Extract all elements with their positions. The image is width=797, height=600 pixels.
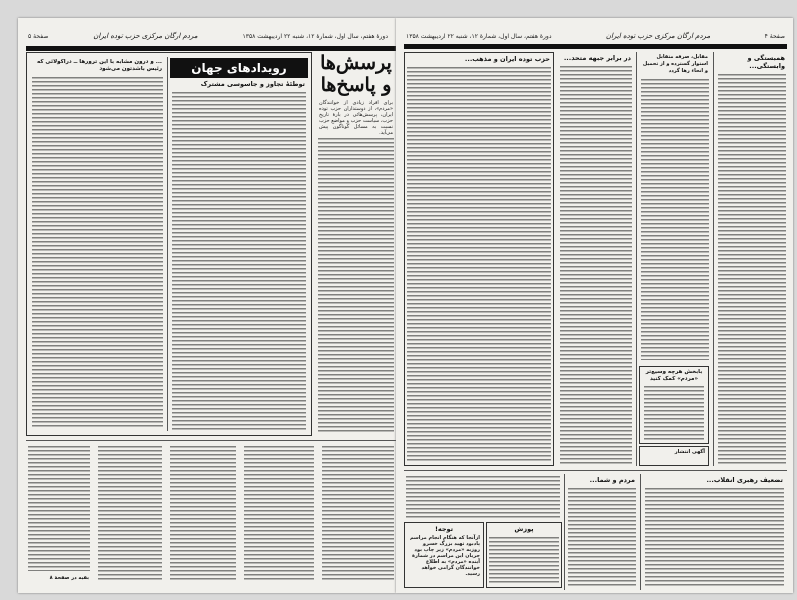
body-text (170, 446, 236, 582)
notice-box (639, 446, 709, 466)
qa-title-line2: و پاسخ‌ها (320, 74, 392, 96)
divider (404, 470, 787, 471)
body-text (406, 476, 560, 518)
apology-title: پوزش (514, 525, 534, 533)
qa-title-line1: پرسش‌ها (320, 52, 392, 74)
article-head: مردم و شما... (589, 476, 635, 484)
column-divider (713, 52, 714, 466)
article-head: مقابل، صرفه متقابل استوار گسترده و از تحمیل و انحاء رها گردد (642, 54, 708, 74)
masthead-logo: مردم ارگان مرکزی حزب توده ایران (605, 32, 711, 40)
body-text (322, 446, 394, 582)
bottom-column (242, 444, 316, 584)
page-number: صفحهٔ ۴ (764, 32, 785, 40)
column-divider (167, 57, 168, 431)
body-text (318, 138, 394, 434)
page-number: صفحهٔ ۵ (28, 32, 49, 40)
article-united-front (558, 52, 634, 466)
body-text (407, 67, 551, 463)
issue-line: دورهٔ هفتم، سال اول، شمارهٔ ۱۲، شنبه ۲۲ اردیبهشت ۱۳۵۸ (406, 32, 552, 40)
notice-title: آگهی انتشار (674, 449, 705, 455)
header-rule (404, 44, 787, 49)
issue-line: دورهٔ هفتم، سال اول، شمارهٔ ۱۲، شنبه ۲۲ اردیبهشت ۱۳۵۸ (242, 32, 388, 40)
apology-box (486, 522, 562, 588)
column-divider (640, 474, 641, 590)
body-text (718, 74, 786, 464)
body-text (172, 92, 306, 430)
promo-box (639, 366, 709, 444)
divider (26, 440, 396, 441)
page-header (406, 29, 785, 43)
article-head: در برابر جبهه متحد... (563, 54, 631, 62)
body-text (568, 488, 636, 588)
qa-lead: برای افراد زیادی از خوانندگان «مردم»، از دوستداران حزب توده ایران، پرسش‌هائی در بارهٔ تاریخ حزب، سیاست حزب و مواضع حزب نسبت به مسائل گوناگون پیش می‌آید. (319, 100, 393, 136)
world-events-column-left (30, 57, 165, 431)
body-text (641, 79, 709, 360)
continued-label: بقیه در صفحهٔ ۸ (49, 575, 89, 581)
world-events-box (26, 52, 312, 436)
column-divider (636, 52, 637, 466)
body-text (98, 446, 162, 582)
body-text (560, 66, 632, 464)
article-mutual-benefit (639, 52, 711, 362)
article-party-and-religion (404, 52, 554, 466)
column-divider (564, 474, 565, 590)
body-text (244, 446, 314, 582)
article-head: همبستگی و وابستگی... (747, 54, 785, 70)
qa-column (316, 52, 396, 436)
header-rule (26, 46, 396, 51)
article-head: حزب توده ایران و مذهب... (464, 55, 550, 63)
article-weakening-leadership (643, 474, 786, 590)
promo-title-line2: «مردم» کمک کنید (650, 376, 698, 382)
attention-text: ازآنجا که هنگام انجام مراسم پادبود تهید بزرگ خسرو روزبه «مردم» زیر چاپ بود جریان این مراسم در شمارهٔ آینده «مردم» به اطلاع خوانندگان گرامی خواهد رسید. (409, 535, 480, 577)
body-text (32, 77, 163, 429)
newspaper-page-4 (396, 18, 793, 593)
article-people-and-you (566, 474, 638, 590)
page-header (28, 29, 388, 43)
article-head: تضعیف رهبری انقلاب... (706, 476, 783, 484)
world-events-column-right (170, 58, 308, 432)
bottom-column (96, 444, 164, 584)
bottom-column (320, 444, 396, 584)
world-events-subhead: توطئهٔ تجاوز و جاسوسی مشترک (200, 80, 305, 88)
bottom-column (26, 444, 92, 584)
promo-title-line1: بابخش هرچه وسیع‌تر (645, 369, 703, 375)
body-text (645, 488, 784, 588)
attention-box (404, 522, 484, 588)
masthead-logo: مردم ارگان مرکزی حزب توده ایران (93, 32, 198, 40)
attention-title: توجه! (434, 525, 454, 533)
article-solidarity (716, 52, 788, 466)
bottom-column (168, 444, 238, 584)
newspaper-page-5 (18, 18, 396, 593)
column-head: ... و درون مشابه با این ترورها ــ دراکولائی که رئیس باشدتون می‌شود (36, 59, 162, 72)
body-text (28, 446, 90, 571)
continued-article (404, 474, 562, 520)
body-text (644, 386, 704, 440)
world-events-title: رویدادهای جهان (170, 58, 308, 78)
body-text (489, 537, 559, 585)
